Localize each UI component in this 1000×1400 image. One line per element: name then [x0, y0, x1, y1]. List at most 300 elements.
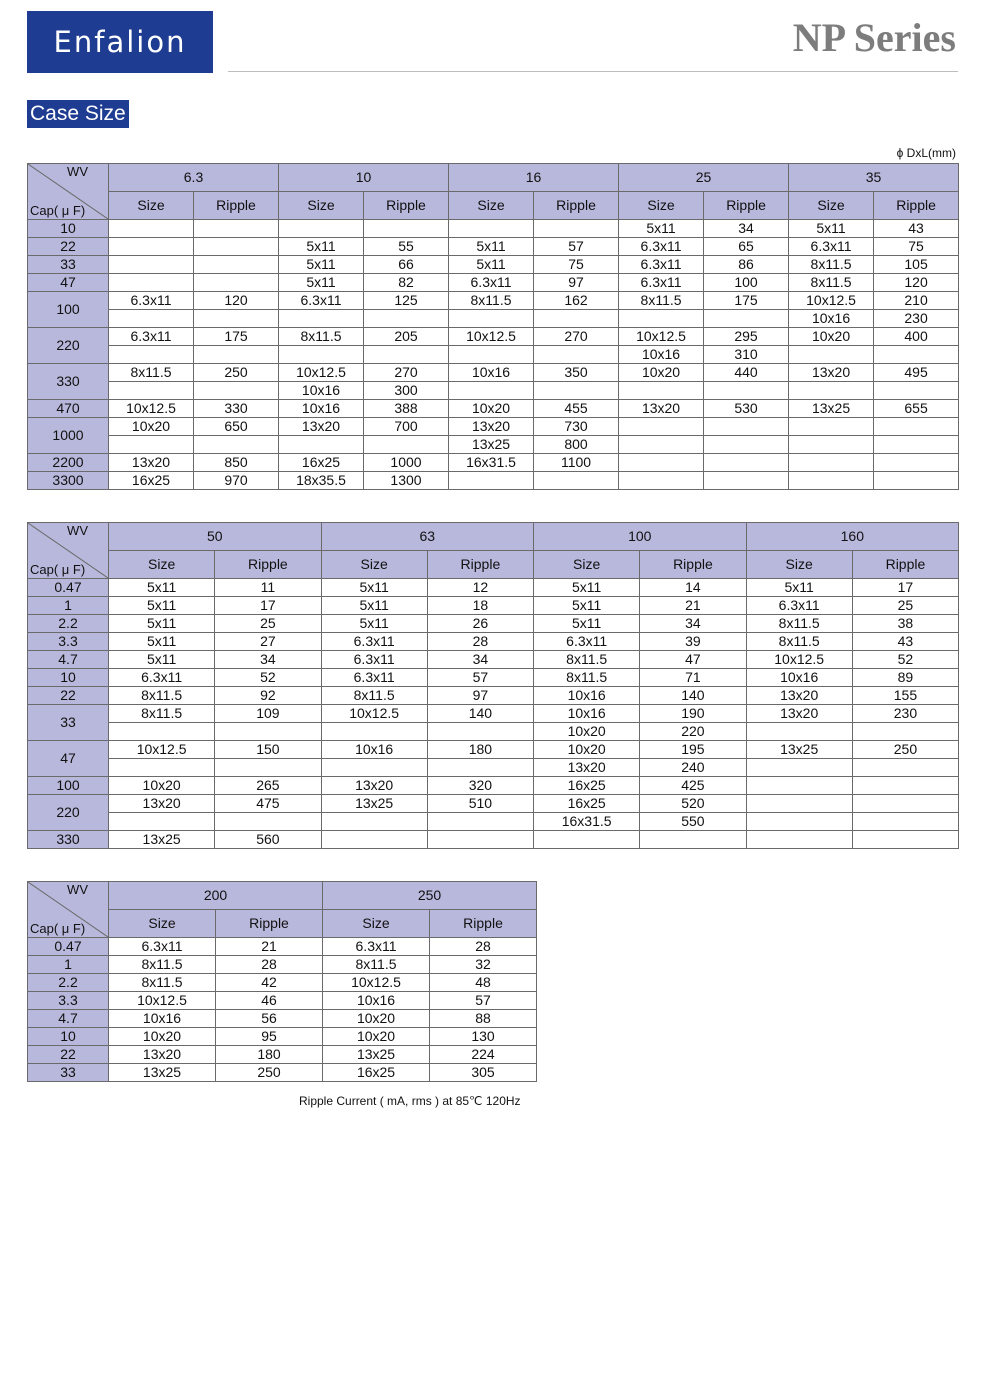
size-cell: 8x11.5 [109, 705, 215, 723]
ripple-cell [427, 813, 533, 831]
ripple-cell: 12 [427, 579, 533, 597]
capacitance-cell: 0.47 [28, 938, 109, 956]
size-cell: 6.3x11 [321, 651, 427, 669]
ripple-cell [704, 472, 789, 490]
size-cell: 6.3x11 [109, 328, 194, 346]
voltage-header: 160 [746, 523, 959, 551]
size-header: Size [619, 192, 704, 220]
size-cell [449, 310, 534, 328]
ripple-header: Ripple [216, 910, 323, 938]
table-row [28, 992, 537, 1010]
ripple-header: Ripple [430, 910, 537, 938]
size-header: Size [534, 551, 640, 579]
ripple-cell: 240 [640, 759, 746, 777]
size-header: Size [109, 192, 194, 220]
size-cell: 13x20 [109, 454, 194, 472]
series-title: NP Series [792, 15, 956, 60]
ripple-cell: 730 [534, 418, 619, 436]
size-cell: 5x11 [109, 615, 215, 633]
ripple-cell: 92 [215, 687, 321, 705]
ripple-cell [874, 382, 959, 400]
ripple-cell: 27 [215, 633, 321, 651]
ripple-header: Ripple [427, 551, 533, 579]
ripple-cell [852, 723, 958, 741]
table-row [28, 1028, 537, 1046]
size-cell: 13x25 [109, 831, 215, 849]
size-cell: 13x20 [746, 687, 852, 705]
ripple-cell: 65 [704, 238, 789, 256]
size-cell: 5x11 [534, 615, 640, 633]
table-row [28, 633, 959, 651]
size-cell [619, 310, 704, 328]
ripple-cell: 150 [215, 741, 321, 759]
table-row [28, 238, 959, 256]
ripple-cell: 220 [640, 723, 746, 741]
size-cell: 10x16 [449, 364, 534, 382]
ripple-cell: 270 [534, 328, 619, 346]
size-header: Size [789, 192, 874, 220]
spec-table-high-voltage [27, 881, 537, 1082]
ripple-cell: 130 [430, 1028, 537, 1046]
size-cell: 10x20 [789, 328, 874, 346]
size-cell: 13x25 [449, 436, 534, 454]
ripple-cell: 82 [364, 274, 449, 292]
ripple-header: Ripple [704, 192, 789, 220]
ripple-cell: 510 [427, 795, 533, 813]
size-cell [321, 831, 427, 849]
ripple-cell: 230 [874, 310, 959, 328]
voltage-header: 10 [279, 164, 449, 192]
ripple-cell: 18 [427, 597, 533, 615]
size-cell [109, 759, 215, 777]
ripple-cell [852, 795, 958, 813]
cap-label: Cap( μ F) [30, 921, 86, 936]
size-cell: 13x20 [619, 400, 704, 418]
size-cell: 5x11 [789, 220, 874, 238]
corner-header [28, 523, 109, 579]
ripple-cell: 57 [430, 992, 537, 1010]
ripple-cell: 1100 [534, 454, 619, 472]
size-cell: 5x11 [279, 238, 364, 256]
ripple-cell: 270 [364, 364, 449, 382]
ripple-cell [874, 454, 959, 472]
size-cell: 6.3x11 [619, 274, 704, 292]
ripple-cell [874, 472, 959, 490]
capacitance-cell: 330 [28, 364, 109, 400]
ripple-cell [194, 310, 279, 328]
size-cell: 16x31.5 [534, 813, 640, 831]
ripple-cell: 88 [430, 1010, 537, 1028]
size-cell: 5x11 [746, 579, 852, 597]
voltage-header-row [28, 523, 959, 551]
size-cell: 13x20 [534, 759, 640, 777]
capacitance-cell: 470 [28, 400, 109, 418]
ripple-cell: 57 [427, 669, 533, 687]
size-cell [619, 454, 704, 472]
ripple-cell: 42 [216, 974, 323, 992]
capacitance-cell: 47 [28, 741, 109, 777]
ripple-cell: 25 [852, 597, 958, 615]
ripple-cell [194, 256, 279, 274]
size-cell: 5x11 [109, 579, 215, 597]
size-cell: 6.3x11 [619, 256, 704, 274]
size-cell: 10x16 [746, 669, 852, 687]
size-cell: 13x20 [109, 795, 215, 813]
ripple-cell: 320 [427, 777, 533, 795]
size-cell: 10x12.5 [109, 741, 215, 759]
table-row [28, 292, 959, 310]
capacitance-cell: 220 [28, 328, 109, 364]
size-cell: 13x20 [321, 777, 427, 795]
table-row [28, 956, 537, 974]
voltage-header: 25 [619, 164, 789, 192]
ripple-cell [534, 472, 619, 490]
ripple-cell [215, 723, 321, 741]
size-cell [789, 472, 874, 490]
spec-table-mid-voltage [27, 522, 959, 849]
ripple-cell [427, 759, 533, 777]
size-cell: 13x20 [449, 418, 534, 436]
size-cell: 8x11.5 [109, 364, 194, 382]
size-cell: 10x16 [789, 310, 874, 328]
ripple-cell: 34 [215, 651, 321, 669]
size-cell: 6.3x11 [746, 597, 852, 615]
ripple-cell: 425 [640, 777, 746, 795]
size-cell: 5x11 [109, 651, 215, 669]
ripple-cell [852, 831, 958, 849]
ripple-cell: 46 [216, 992, 323, 1010]
ripple-cell: 475 [215, 795, 321, 813]
size-cell: 8x11.5 [321, 687, 427, 705]
table-row [28, 597, 959, 615]
size-cell: 10x16 [534, 705, 640, 723]
table-row [28, 418, 959, 436]
ripple-cell: 43 [874, 220, 959, 238]
size-cell [109, 256, 194, 274]
size-cell [321, 759, 427, 777]
ripple-cell [194, 382, 279, 400]
size-cell: 10x16 [321, 741, 427, 759]
ripple-cell [874, 346, 959, 364]
ripple-cell [640, 831, 746, 849]
ripple-cell: 86 [704, 256, 789, 274]
ripple-cell: 125 [364, 292, 449, 310]
ripple-cell [364, 346, 449, 364]
capacitance-cell: 33 [28, 705, 109, 741]
size-cell: 10x20 [109, 1028, 216, 1046]
spec-table-low-voltage [27, 163, 959, 490]
ripple-cell: 17 [852, 579, 958, 597]
ripple-cell: 180 [427, 741, 533, 759]
table-row [28, 813, 959, 831]
header-divider [228, 71, 958, 72]
table-row [28, 274, 959, 292]
ripple-cell: 39 [640, 633, 746, 651]
size-cell [746, 831, 852, 849]
size-cell [279, 220, 364, 238]
ripple-cell [364, 436, 449, 454]
size-cell: 6.3x11 [109, 669, 215, 687]
table-row [28, 1064, 537, 1082]
ripple-cell: 75 [874, 238, 959, 256]
ripple-cell: 970 [194, 472, 279, 490]
ripple-cell: 520 [640, 795, 746, 813]
size-cell: 10x16 [323, 992, 430, 1010]
ripple-cell: 180 [216, 1046, 323, 1064]
size-cell: 10x16 [109, 1010, 216, 1028]
ripple-cell: 655 [874, 400, 959, 418]
table-row [28, 687, 959, 705]
ripple-cell [364, 310, 449, 328]
size-cell [109, 346, 194, 364]
capacitance-cell: 100 [28, 777, 109, 795]
size-cell: 18x35.5 [279, 472, 364, 490]
capacitance-cell: 10 [28, 1028, 109, 1046]
table-row [28, 651, 959, 669]
capacitance-cell: 47 [28, 274, 109, 292]
ripple-cell: 28 [216, 956, 323, 974]
size-cell: 13x25 [789, 400, 874, 418]
size-header: Size [449, 192, 534, 220]
ripple-cell: 305 [430, 1064, 537, 1082]
size-cell: 5x11 [109, 597, 215, 615]
table-row [28, 741, 959, 759]
ripple-cell [704, 382, 789, 400]
size-cell: 10x16 [619, 346, 704, 364]
ripple-cell: 388 [364, 400, 449, 418]
capacitance-cell: 4.7 [28, 651, 109, 669]
ripple-cell: 140 [427, 705, 533, 723]
ripple-cell: 295 [704, 328, 789, 346]
size-cell: 16x31.5 [449, 454, 534, 472]
size-cell: 13x25 [109, 1064, 216, 1082]
ripple-cell: 162 [534, 292, 619, 310]
size-cell: 8x11.5 [109, 974, 216, 992]
size-cell: 5x11 [534, 597, 640, 615]
size-cell: 13x25 [746, 741, 852, 759]
voltage-header: 200 [109, 882, 323, 910]
size-cell [619, 436, 704, 454]
table-row [28, 454, 959, 472]
size-cell: 8x11.5 [746, 615, 852, 633]
ripple-cell: 57 [534, 238, 619, 256]
size-cell [746, 795, 852, 813]
ripple-cell: 205 [364, 328, 449, 346]
ripple-header: Ripple [874, 192, 959, 220]
size-cell: 6.3x11 [449, 274, 534, 292]
size-header: Size [321, 551, 427, 579]
ripple-cell [427, 723, 533, 741]
ripple-cell: 190 [640, 705, 746, 723]
size-cell: 13x20 [109, 1046, 216, 1064]
ripple-cell: 28 [427, 633, 533, 651]
ripple-cell [194, 436, 279, 454]
size-cell [109, 238, 194, 256]
size-cell: 6.3x11 [109, 292, 194, 310]
capacitance-cell: 3.3 [28, 633, 109, 651]
size-cell: 10x20 [619, 364, 704, 382]
size-cell [109, 220, 194, 238]
size-cell: 16x25 [323, 1064, 430, 1082]
voltage-header: 63 [321, 523, 534, 551]
ripple-header: Ripple [640, 551, 746, 579]
size-cell [109, 274, 194, 292]
voltage-header: 35 [789, 164, 959, 192]
size-cell [321, 723, 427, 741]
size-cell [279, 436, 364, 454]
ripple-header: Ripple [364, 192, 449, 220]
size-cell: 5x11 [109, 633, 215, 651]
voltage-header: 6.3 [109, 164, 279, 192]
size-cell: 10x20 [534, 723, 640, 741]
size-header: Size [279, 192, 364, 220]
table-row [28, 256, 959, 274]
size-cell: 8x11.5 [534, 651, 640, 669]
capacitance-cell: 0.47 [28, 579, 109, 597]
capacitance-cell: 100 [28, 292, 109, 328]
unit-note: ϕ DxL(mm) [896, 146, 956, 160]
size-cell: 10x12.5 [323, 974, 430, 992]
size-cell: 16x25 [534, 777, 640, 795]
capacitance-cell: 330 [28, 831, 109, 849]
ripple-cell: 95 [216, 1028, 323, 1046]
ripple-cell: 14 [640, 579, 746, 597]
size-cell: 5x11 [449, 238, 534, 256]
ripple-cell: 440 [704, 364, 789, 382]
size-cell [279, 310, 364, 328]
table-row [28, 795, 959, 813]
wv-label: WV [67, 164, 88, 179]
ripple-cell: 52 [215, 669, 321, 687]
table-row [28, 472, 959, 490]
ripple-cell [215, 759, 321, 777]
table-row [28, 723, 959, 741]
table-row [28, 615, 959, 633]
ripple-cell [704, 418, 789, 436]
size-cell [279, 346, 364, 364]
size-cell: 10x12.5 [109, 400, 194, 418]
size-cell: 16x25 [534, 795, 640, 813]
size-cell: 5x11 [534, 579, 640, 597]
ripple-cell: 120 [194, 292, 279, 310]
ripple-cell: 109 [215, 705, 321, 723]
ripple-cell: 28 [430, 938, 537, 956]
size-cell [449, 220, 534, 238]
ripple-cell: 250 [194, 364, 279, 382]
size-cell: 8x11.5 [323, 956, 430, 974]
ripple-cell: 300 [364, 382, 449, 400]
ripple-cell: 700 [364, 418, 449, 436]
ripple-cell: 89 [852, 669, 958, 687]
voltage-header-row [28, 164, 959, 192]
size-cell: 8x11.5 [789, 256, 874, 274]
ripple-cell [874, 418, 959, 436]
ripple-cell: 32 [430, 956, 537, 974]
ripple-cell: 34 [640, 615, 746, 633]
table-row [28, 777, 959, 795]
ripple-header: Ripple [215, 551, 321, 579]
capacitance-cell: 2.2 [28, 974, 109, 992]
ripple-cell: 175 [194, 328, 279, 346]
size-cell [789, 436, 874, 454]
size-cell: 5x11 [619, 220, 704, 238]
ripple-cell: 800 [534, 436, 619, 454]
size-cell: 8x11.5 [789, 274, 874, 292]
ripple-cell [704, 454, 789, 472]
table-row [28, 1010, 537, 1028]
ripple-cell: 48 [430, 974, 537, 992]
size-cell: 10x20 [534, 741, 640, 759]
size-cell [109, 436, 194, 454]
size-cell: 5x11 [321, 615, 427, 633]
size-cell: 10x12.5 [279, 364, 364, 382]
size-cell [109, 723, 215, 741]
size-cell: 6.3x11 [619, 238, 704, 256]
ripple-cell: 210 [874, 292, 959, 310]
ripple-cell: 71 [640, 669, 746, 687]
size-cell [619, 472, 704, 490]
voltage-header: 16 [449, 164, 619, 192]
size-cell: 5x11 [321, 597, 427, 615]
capacitance-cell: 22 [28, 1046, 109, 1064]
size-cell: 6.3x11 [321, 633, 427, 651]
ripple-cell: 25 [215, 615, 321, 633]
size-cell: 6.3x11 [321, 669, 427, 687]
ripple-cell [215, 813, 321, 831]
table-row [28, 220, 959, 238]
size-cell: 6.3x11 [109, 938, 216, 956]
size-cell: 10x16 [279, 382, 364, 400]
size-cell: 10x12.5 [789, 292, 874, 310]
ripple-cell: 11 [215, 579, 321, 597]
size-cell: 13x20 [746, 705, 852, 723]
capacitance-cell: 3.3 [28, 992, 109, 1010]
size-cell: 10x12.5 [746, 651, 852, 669]
size-cell [789, 418, 874, 436]
size-cell: 10x12.5 [109, 992, 216, 1010]
size-cell [746, 813, 852, 831]
ripple-cell: 850 [194, 454, 279, 472]
ripple-footnote: Ripple Current ( mA, rms ) at 85℃ 120Hz [299, 1094, 521, 1108]
voltage-header: 100 [534, 523, 747, 551]
size-cell: 10x20 [449, 400, 534, 418]
ripple-cell [194, 274, 279, 292]
ripple-cell: 105 [874, 256, 959, 274]
ripple-cell [534, 382, 619, 400]
ripple-cell: 1300 [364, 472, 449, 490]
ripple-cell: 455 [534, 400, 619, 418]
ripple-cell: 495 [874, 364, 959, 382]
size-cell [449, 472, 534, 490]
table-row [28, 669, 959, 687]
size-cell: 10x12.5 [321, 705, 427, 723]
ripple-cell: 34 [704, 220, 789, 238]
ripple-cell [534, 346, 619, 364]
ripple-cell: 310 [704, 346, 789, 364]
corner-header [28, 164, 109, 220]
size-cell: 8x11.5 [109, 956, 216, 974]
ripple-cell: 56 [216, 1010, 323, 1028]
size-header: Size [323, 910, 430, 938]
capacitance-cell: 33 [28, 1064, 109, 1082]
size-cell: 6.3x11 [534, 633, 640, 651]
ripple-cell: 265 [215, 777, 321, 795]
ripple-cell [874, 436, 959, 454]
size-cell: 5x11 [449, 256, 534, 274]
capacitance-cell: 4.7 [28, 1010, 109, 1028]
size-cell: 6.3x11 [279, 292, 364, 310]
ripple-cell: 47 [640, 651, 746, 669]
